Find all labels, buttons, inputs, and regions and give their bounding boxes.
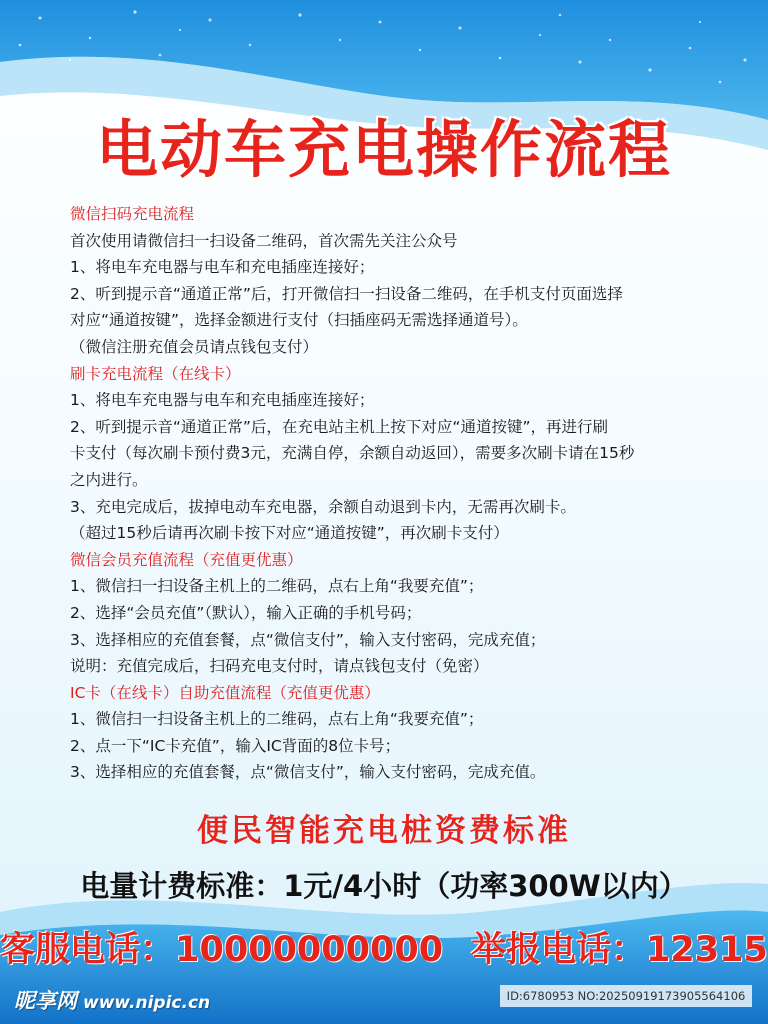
report-phone: 举报电话：12315 [471,930,768,970]
instruction-line: （超过15秒后请再次刷卡按下对应“通道按键”，再次刷卡支付） [70,524,509,543]
instruction-line: 之内进行。 [70,470,148,489]
instruction-line: 2、选择“会员充值”（默认），输入正确的手机号码； [70,603,422,622]
section-heading: IC卡（在线卡）自助充值流程（充值更优惠） [70,683,380,702]
instruction-line: 卡支付（每次刷卡预付费3元，充满自停，余额自动返回），需要多次刷卡请在15秒 [70,444,635,463]
section-heading: 微信会员充值流程（充值更优惠） [70,550,303,569]
instruction-line: 3、充电完成后，拔掉电动车充电器，余额自动退到卡内，无需再次刷卡。 [70,497,576,516]
instruction-line: 对应“通道按键”，选择金额进行支付（扫插座码无需选择通道号）。 [70,311,528,330]
instruction-line: 1、将电车充电器与电车和充电插座连接好； [70,391,375,410]
instruction-line: （微信注册充值会员请点钱包支付） [70,337,319,356]
poster-title: 电动车充电操作流程 [95,113,672,186]
watermark-logo [14,985,210,1015]
instructions-block [70,201,710,786]
watermark-site: www.nipic.cn [83,993,211,1013]
billing-rate: 电量计费标准：1元/4小时（功率300W以内） [80,869,688,903]
watermark-brand: 昵享网 [14,989,77,1013]
watermark-id: ID:6780953 NO:20250919173905564106 [500,985,752,1007]
section-heading: 微信扫码充电流程 [70,205,195,223]
instruction-line: 1、将电车充电器与电车和充电插座连接好； [70,258,375,277]
instruction-line: 说明：充值完成后，扫码充电支付时，请点钱包支付（免密） [70,657,489,676]
instruction-line: 1、微信扫一扫设备主机上的二维码，点右上角“我要充值”； [70,710,484,729]
fee-standard-title: 便民智能充电桩资费标准 [197,813,571,849]
instruction-line: 2、听到提示音“通道正常”后，在充电站主机上按下对应“通道按键”，再进行刷 [70,417,608,436]
instruction-line: 1、微信扫一扫设备主机上的二维码，点右上角“我要充值”； [70,577,484,596]
instruction-line: 3、选择相应的充值套餐，点“微信支付”，输入支付密码，完成充值。 [70,763,546,782]
instruction-line: 2、点一下“IC卡充值”，输入IC背面的8位卡号； [70,736,401,755]
section-heading: 刷卡充电流程（在线卡） [70,364,241,383]
instruction-line: 首次使用请微信扫一扫设备二维码，首次需先关注公众号 [70,231,458,250]
instruction-line: 3、选择相应的充值套餐，点“微信支付”，输入支付密码，完成充值； [70,630,546,649]
instruction-line: 2、听到提示音“通道正常”后，打开微信扫一扫设备二维码，在手机支付页面选择 [70,284,623,303]
contact-phones [0,922,768,972]
service-phone: 客服电话：10000000000 [0,930,444,970]
